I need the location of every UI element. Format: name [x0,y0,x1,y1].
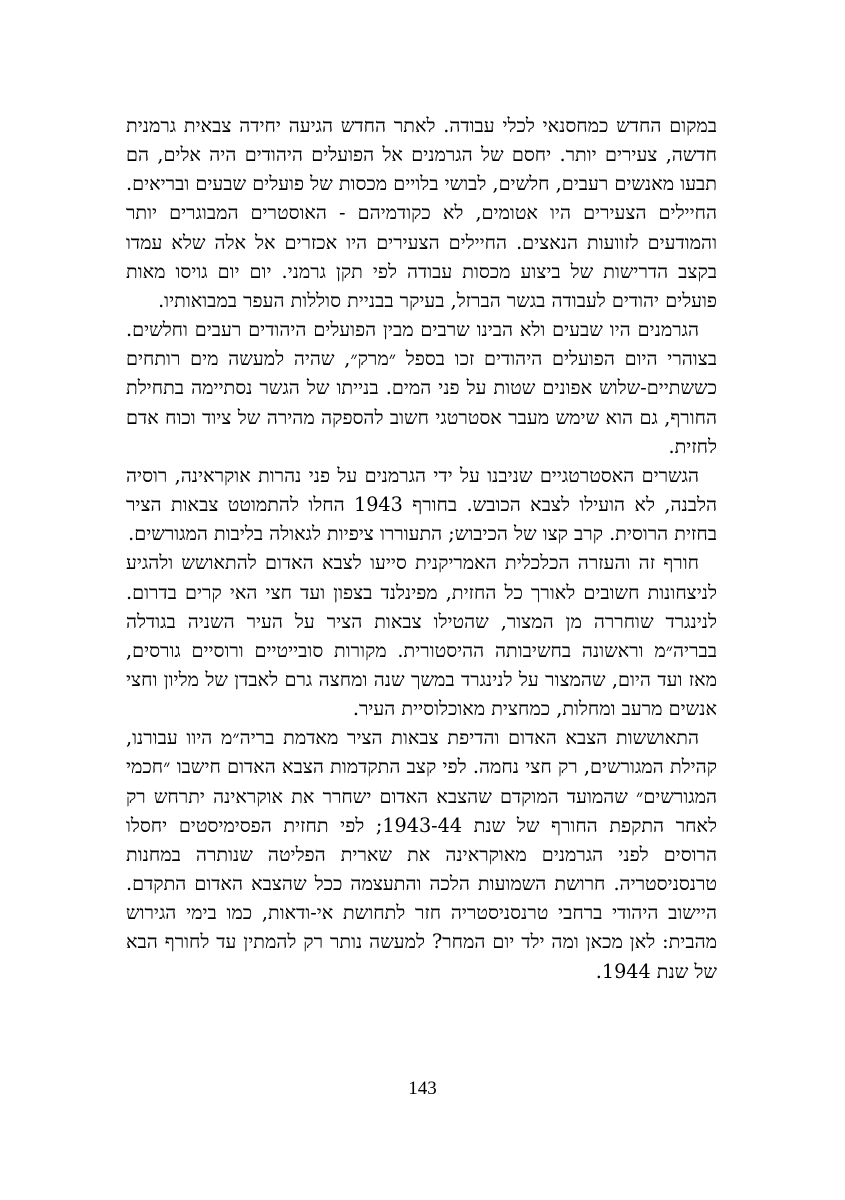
paragraph: במקום החדש כמחסנאי לכלי עבודה. לאתר החדש הגיעה יחידה צבאית גרמנית חדשה, צעירים יותר. יחסם של הגרמנים אל הפועלים היהודים היה אלים, הם תבעו מאנשים רעבים, חלשים, לבושי בלויים מכסות של פועלים שבעים ובריאים. החיילים הצעירים היו אטומים, לא כקודמיהם - האוסטרים המבוגרים יותר והמודעים לזוועות הנאצים. החיילים הצעירים היו אכזרים אל אלה שלא עמדו בקצב הדרישות של ביצוע מכסות עבודה לפי תקן גרמני. יום יום גויסו מאות פועלים יהודים לעבודה בגשר הברזל, בעיקר בבניית סוללות העפר במבואותיו. [126,114,717,312]
page-number: 143 [408,1078,437,1099]
body-text [126,111,717,986]
paragraph: חורף זה והעזרה הכלכלית האמריקנית סייעו לצבא האדום להתאושש ולהגיע לניצחונות חשובים לאורך כל החזית, מפינלנד בצפון ועד חצי האי קרים בדרום. לנינגרד שוחררה מן המצור, שהטילו צבאות הציר על העיר השניה בגודלה בבריה״מ וראשונה בחשיבותה ההיסטורית. מקורות סובייטיים ורוסיים גורסים, מאז ועד היום, שהמצור על לנינגרד במשך שנה ומחצה גרם לאבדן של מליון וחצי אנשים מרעב ומחלות, כמחצית מאוכלוסיית העיר. [126,551,717,721]
paragraph: הגשרים האסטרטגיים שניבנו על ידי הגרמנים על פני נהרות אוקראינה, רוסיה הלבנה, לא הועילו לצבא הכובש. בחורף 1943 החלו להתמוטט צבאות הציר בחזית הרוסית. קרב קצו של הכיבוש; התעוררו ציפיות לגאולה בליבות המגורשים. [126,463,717,546]
paragraph: התאוששות הצבא האדום והדיפת צבאות הציר מאדמת בריה״מ היוו עבורנו, קהילת המגורשים, רק חצי נחמה. לפי קצב התקדמות הצבא האדום חישבו ״חכמי המגורשים״ שהמועד המוקדם שהצבא האדום ישחרר את אוקראינה יתרחש רק לאחר התקפת החורף של שנת 1943-44; לפי תחזית הפסימיסטים יחסלו הרוסים לפני הגרמנים מאוקראינה את שארית הפליטה שנותרה במחנות טרנסניסטריה. חרושת השמועות הלכה והתעצמה ככל שהצבא האדום התקדם. היישוב היהודי ברחבי טרנסניסטריה חזר לתחושת אי-ודאות, כמו בימי הגירוש מהבית: לאן מכאן ומה ילד יום המחר? למעשה נותר רק להמתין עד לחורף הבא של שנת 1944. [126,726,717,983]
paragraph: הגרמנים היו שבעים ולא הבינו שרבים מבין הפועלים היהודים רעבים וחלשים. בצוהרי היום הפועלים היהודים זכו בספל ״מרק״, שהיה למעשה מים רותחים כששתיים-שלוש אפונים שטות על פני המים. בנייתו של הגשר נסתיימה בתחילת החורף, גם הוא שימש מעבר אסטרטגי חשוב להספקה מהירה של ציוד וכוח אדם לחזית. [126,318,717,458]
